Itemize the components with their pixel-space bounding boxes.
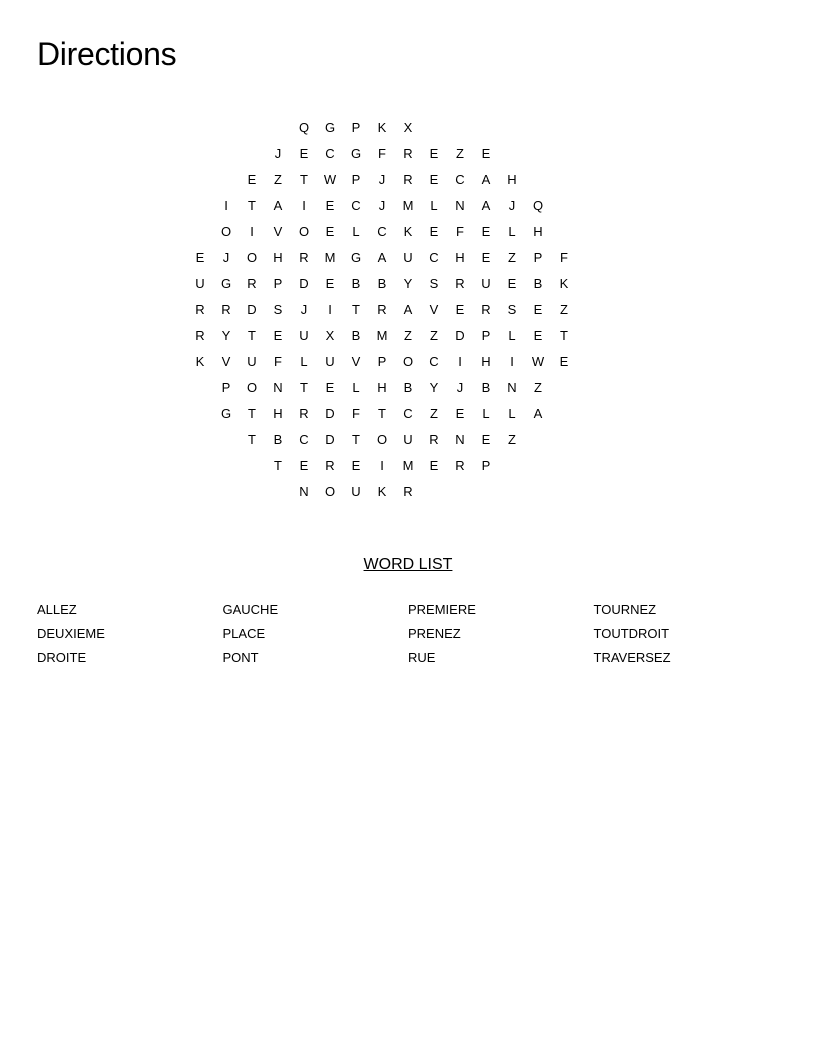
grid-letter: T [248,406,256,421]
grid-letter: A [377,250,387,265]
grid-letter: H [273,406,283,421]
grid-letter: H [507,172,517,187]
grid-letter: E [429,172,439,187]
grid-letter: D [247,302,257,317]
grid-letter: T [378,406,386,421]
grid-letter: P [533,250,543,265]
grid-letter: E [533,328,543,343]
grid-letter: L [482,406,490,421]
grid-letter: V [429,302,439,317]
grid-letter: E [429,146,439,161]
grid-letter: L [508,224,516,239]
word-list-item: PLACE [222,626,266,641]
grid-letter: E [507,276,517,291]
grid-letter: A [481,198,491,213]
grid-letter: T [274,458,282,473]
grid-letter: G [220,276,232,291]
grid-letter: L [430,198,438,213]
grid-letter: W [531,354,545,369]
grid-letter: J [300,302,308,317]
grid-letter: C [299,432,309,447]
grid-letter: E [429,458,439,473]
word-list-item: PONT [222,650,259,665]
grid-letter: A [533,406,543,421]
word-list-item: DEUXIEME [37,626,105,641]
grid-letter: R [221,302,231,317]
grid-letter: U [299,328,309,343]
grid-letter: H [455,250,465,265]
grid-letter: H [533,224,543,239]
grid-letter: R [325,458,335,473]
grid-letter: E [247,172,257,187]
grid-letter: X [403,120,413,135]
grid-letter: K [377,120,387,135]
grid-letter: R [403,172,413,187]
grid-letter: F [560,250,568,265]
grid-letter: I [510,354,514,369]
grid-letter: E [325,224,335,239]
grid-letter: K [195,354,205,369]
grid-letter: D [455,328,465,343]
word-list-item: PREMIERE [408,602,476,617]
grid-letter: K [377,484,387,499]
grid-letter: E [559,354,569,369]
grid-letter: Q [298,120,310,135]
grid-letter: M [402,458,414,473]
grid-letter: A [273,198,283,213]
grid-letter: M [324,250,336,265]
grid-letter: O [376,432,388,447]
grid-letter: I [328,302,332,317]
grid-letter: R [299,250,309,265]
grid-letter: R [195,302,205,317]
grid-letter: K [403,224,413,239]
grid-letter: T [560,328,568,343]
grid-letter: U [403,250,413,265]
grid-letter: E [481,432,491,447]
grid-letter: U [195,276,205,291]
grid-letter: S [273,302,283,317]
grid-letter: R [429,432,439,447]
grid-letter: V [273,224,283,239]
grid-letter: M [376,328,388,343]
grid-letter: P [351,172,361,187]
grid-letter: I [380,458,384,473]
grid-letter: E [455,406,465,421]
grid-letter: Z [274,172,282,187]
grid-letter: T [300,172,308,187]
grid-letter: J [378,172,386,187]
grid-letter: R [403,146,413,161]
word-search-grid [0,0,816,520]
grid-letter: P [377,354,387,369]
grid-letter: R [195,328,205,343]
word-list-item: GAUCHE [222,602,279,617]
grid-letter: K [559,276,569,291]
grid-letter: V [351,354,361,369]
word-list-item: DROITE [37,650,87,665]
grid-letter: C [377,224,387,239]
grid-letter: A [481,172,491,187]
grid-letter: D [325,432,335,447]
grid-letter: N [299,484,309,499]
grid-letter: Y [429,380,439,395]
grid-letter: B [351,276,361,291]
grid-letter: Y [221,328,231,343]
word-list-heading: WORD LIST [363,556,453,573]
grid-letter: S [429,276,439,291]
grid-letter: W [323,172,337,187]
grid-letter: C [403,406,413,421]
grid-letter: P [273,276,283,291]
grid-letter: U [325,354,335,369]
grid-letter: L [508,328,516,343]
grid-letter: E [429,224,439,239]
grid-letter: B [403,380,413,395]
word-list-item: RUE [408,650,436,665]
word-list [37,600,779,672]
grid-letter: E [351,458,361,473]
page-title: Directions [37,36,177,72]
grid-letter: R [377,302,387,317]
grid-letter: T [352,432,360,447]
word-list-item: TOUTDROIT [593,626,670,641]
grid-letter: I [302,198,306,213]
grid-letter: F [378,146,386,161]
grid-letter: R [455,276,465,291]
grid-letter: J [456,380,464,395]
grid-letter: B [533,276,543,291]
grid-letter: P [221,380,231,395]
grid-letter: E [299,146,309,161]
grid-letter: L [352,224,360,239]
grid-letter: X [325,328,335,343]
grid-letter: E [481,250,491,265]
grid-letter: E [325,276,335,291]
grid-letter: C [325,146,335,161]
grid-letter: B [481,380,491,395]
grid-letter: G [220,406,232,421]
grid-letter: Z [404,328,412,343]
grid-letter: J [274,146,282,161]
grid-letter: U [481,276,491,291]
grid-letter: E [299,458,309,473]
grid-letter: C [429,354,439,369]
grid-letter: E [195,250,205,265]
grid-letter: C [351,198,361,213]
grid-letter: Z [456,146,464,161]
grid-letter: T [300,380,308,395]
grid-letter: E [455,302,465,317]
grid-letter: L [352,380,360,395]
grid-letter: L [508,406,516,421]
grid-letter: C [429,250,439,265]
grid-letter: O [402,354,414,369]
grid-letter: T [248,432,256,447]
grid-letter: E [481,146,491,161]
grid-letter: B [273,432,283,447]
grid-letter: R [299,406,309,421]
word-list-item: TRAVERSEZ [593,650,671,665]
grid-letter: H [377,380,387,395]
grid-letter: Z [508,432,516,447]
grid-letter: Z [430,406,438,421]
grid-letter: Q [532,198,544,213]
grid-letter: D [325,406,335,421]
grid-letter: E [273,328,283,343]
grid-letter: O [220,224,232,239]
grid-letter: O [246,250,258,265]
grid-letter: B [377,276,387,291]
word-list-item: PRENEZ [408,626,461,641]
grid-letter: I [250,224,254,239]
grid-letter: L [300,354,308,369]
grid-letter: D [299,276,309,291]
grid-letter: U [403,432,413,447]
grid-letter: U [247,354,257,369]
grid-letter: R [481,302,491,317]
grid-letter: P [351,120,361,135]
grid-letter: E [481,224,491,239]
grid-letter: I [458,354,462,369]
grid-letter: E [533,302,543,317]
grid-letter: P [481,328,491,343]
grid-letter: E [325,380,335,395]
grid-letter: Z [534,380,542,395]
grid-letter: C [455,172,465,187]
grid-letter: O [298,224,310,239]
grid-letter: N [455,198,465,213]
grid-letter: F [352,406,360,421]
grid-letter: J [508,198,516,213]
grid-letter: O [246,380,258,395]
grid-letter: Z [560,302,568,317]
grid-letter: Z [430,328,438,343]
grid-letter: T [352,302,360,317]
word-list-item: TOURNEZ [593,602,657,617]
grid-letter: Y [403,276,413,291]
grid-letter: G [350,250,362,265]
grid-letter: R [403,484,413,499]
grid-letter: T [248,328,256,343]
grid-letter: S [507,302,517,317]
grid-letter: G [350,146,362,161]
grid-letter: I [224,198,228,213]
grid-letter: P [481,458,491,473]
grid-letter: N [507,380,517,395]
grid-letter: V [221,354,231,369]
grid-letter: T [248,198,256,213]
grid-letter: J [378,198,386,213]
grid-letter: N [273,380,283,395]
grid-letter: Z [508,250,516,265]
grid-letter: O [324,484,336,499]
grid-letter: U [351,484,361,499]
grid-letter: G [324,120,336,135]
grid-letter: E [325,198,335,213]
grid-letter: R [247,276,257,291]
grid-letter: B [351,328,361,343]
grid-letter: N [455,432,465,447]
grid-letter: J [222,250,230,265]
grid-letter: H [481,354,491,369]
grid-letter: A [403,302,413,317]
grid-letter: M [402,198,414,213]
grid-letter: F [456,224,464,239]
word-list-item: ALLEZ [37,602,77,617]
grid-letter: F [274,354,282,369]
grid-letter: R [455,458,465,473]
grid-letter: H [273,250,283,265]
